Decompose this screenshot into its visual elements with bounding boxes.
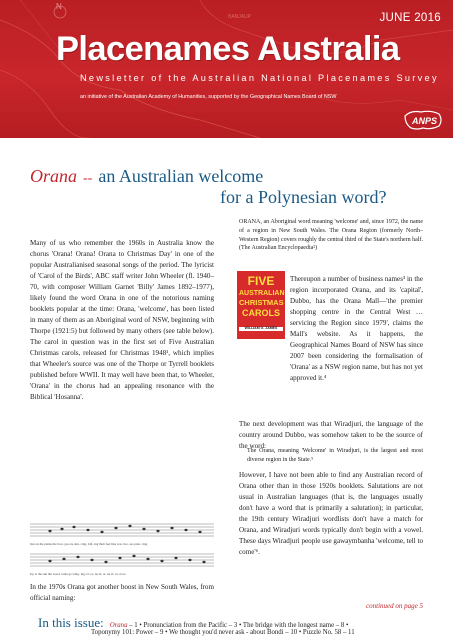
newsletter-title: Placenames Australia (56, 30, 400, 68)
issue-item-orana[interactable]: Orana (109, 622, 128, 629)
right-column-paragraph-3: The next development was that Wiradjuri, the language of the country around Dubbo, was somehow taken to be the source of the word: (239, 420, 423, 450)
title-rest: an Australian welcome (98, 166, 264, 186)
continued-link[interactable]: continued on page 5 (366, 602, 423, 610)
newsletter-subtitle: Newsletter of the Australian National Placenames Survey (80, 73, 439, 83)
in-this-issue-line2[interactable]: Toponymy 101: Power – 9 • We thought you'd never ask - about Bondi – 10 • Puzzle No. 58 – 11 (91, 629, 355, 636)
anps-logo-text: ANPS (412, 116, 438, 126)
masthead-banner (0, 0, 453, 138)
left-column-paragraph: Many of us who remember the 1960s in Australia know the chorus 'Orana! Orana! Orana to Christmas Day' in one of the popular Australianised seasonal songs of the period. The lyricist of 'Carol of the Birds', ABC staff writer John Wheeler (fl. 1940–70, with composer William Garnet 'Billy' James 1892–1977), likely found the word Orana in one of the notorious naming booklets popular at the time: Orana, 'welcome', has been listed in many of them as an Aboriginal word of NSW, beginning with Thorpe (1921:5) but followed by many others (see table below). The carol in question was in the first set of Five Australian Christmas carols, released for Christmas 1948¹, which implies that Wheeler's source was one of the Thorpe or Tyrrell booklets published before WWII. It may well have been that, to Wheeler, 'Orana' in the chorus had an appealing resonance with the Biblical 'Hosanna'. (30, 239, 214, 401)
issue-items-rest[interactable]: – 1 • Pronunciation from the Pacific – 3 • The bridge with the longest name – 8 • (127, 622, 349, 629)
carols-book-cover (237, 271, 285, 339)
music-score (30, 518, 214, 582)
wiradjuri-quote: The Orana, meaning 'Welcome' in Wiradjuri, is the largest and most diverse region in the State.⁵ (247, 448, 423, 463)
book-author: WILLIAM G. JAMES (239, 327, 283, 331)
title-dash: -- (83, 171, 93, 186)
article-title-line1 (30, 166, 263, 187)
left-column-bottom-paragraph: In the 1970s Orana got another boost in New South Wales, from official naming: (30, 583, 214, 602)
right-column-paragraph-4: However, I have not been able to find any Australian record of Orana other than in those 1920s booklets. Salutations are not usual in Australian languages (that is, the languages usually don't have a word that is primarily a salutation); in particular, the 19th century Wiradjuri wordlists don't have a match for Orana, and Wiradjuri words typically don't begin with a vowel. These days Wiradjuri people use gawaymbanha 'welcome, tell to come'⁶. (239, 471, 423, 556)
music-lyrics-line1: Out on the plains the brol- gas are dan- cing, Lift- ing their feet like war- hor- ses pran- cing (30, 542, 148, 546)
map-label-n: N (56, 2, 62, 11)
title-orana: Orana (30, 166, 78, 186)
book-title-christmas: CHRISTMAS (239, 298, 284, 307)
issue-date: JUNE 2016 (379, 12, 441, 24)
encyclopaedia-quote: ORANA, an Aboriginal word meaning 'welcome' and, since 1972, the name of a region in New South Wales. The Orana Region (formerly North–Western Region) covers roughly the central third of the State's northern half. (The Australian Encyclopaedia²) (239, 219, 423, 252)
in-this-issue-label: In this issue: (38, 615, 104, 630)
book-title-five: FIVE (247, 274, 275, 288)
newsletter-tagline: an initiative of the Australian Academy of Humanities, supported by the Geographical Names Board of NSW (80, 94, 337, 100)
music-lyrics-line2: Up to the sun the wood- larks go wing- ing, O- ra- na O- ra- na O- ra- na to (30, 572, 126, 576)
right-column-paragraph-2: Thereupon a number of business names³ in the region incorporated Orana, and its 'capital', Dubbo, has the Orana Mall—'the premier shopping centre in the Central West … servicing the Region since 1979', claims the Mall's website. As it happens, the Geographical Names Board of NSW has since 2007 been considering the formalisation of 'Orana' as a NSW region name, but has not yet approved it.⁴ (290, 275, 423, 382)
book-title-australian: AUSTRALIAN (239, 290, 285, 297)
map-label-place: BANJAUP (228, 14, 252, 20)
article-title-line2: for a Polynesian word? (220, 187, 387, 207)
book-title-carols: CAROLS (242, 308, 280, 318)
